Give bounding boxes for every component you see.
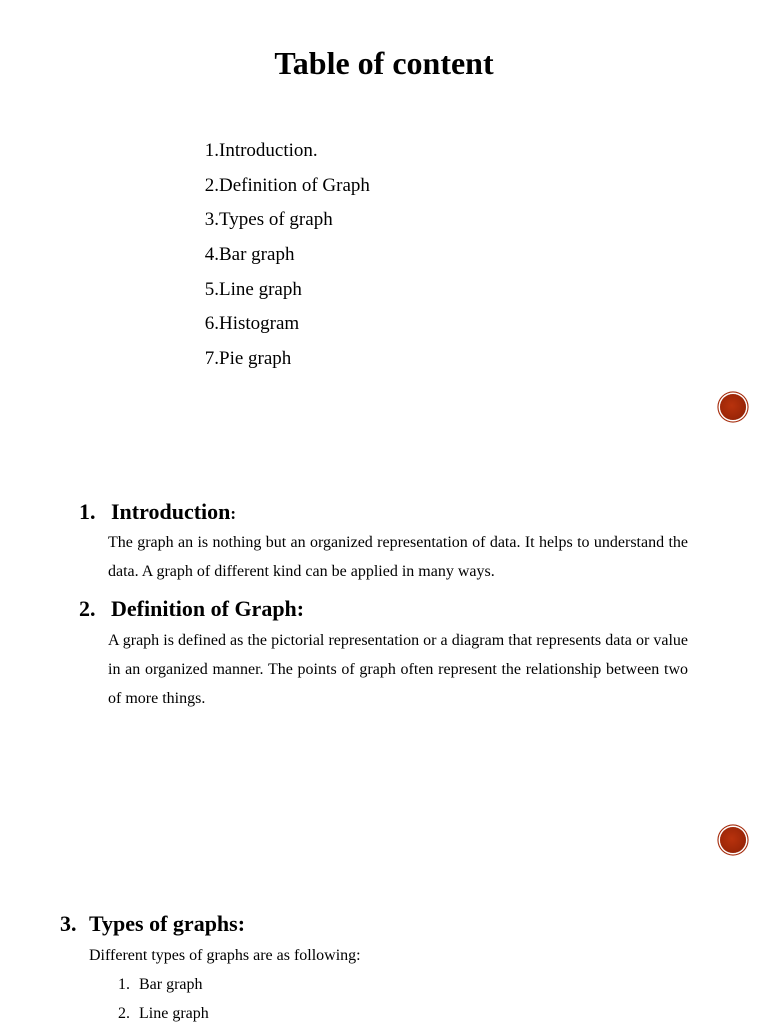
decorative-circle-icon bbox=[720, 827, 746, 853]
toc-item-label: Definition of Graph bbox=[219, 174, 370, 196]
list-item-number: 2. bbox=[118, 1005, 130, 1022]
definition-paragraph: A graph is defined as the pictorial representation or a diagram that represents data or value in an organized manner. The points of graph often represent the relationship between two of more things. bbox=[108, 632, 688, 707]
section-heading-types bbox=[60, 909, 245, 939]
toc-item bbox=[190, 238, 370, 273]
toc-item-number: 2. bbox=[204, 174, 219, 196]
list-item-number: 1. bbox=[118, 976, 130, 993]
types-list bbox=[118, 970, 209, 1028]
toc-item bbox=[190, 203, 370, 238]
toc-item bbox=[190, 342, 370, 377]
toc-item bbox=[190, 273, 370, 308]
section-number: 2. bbox=[79, 596, 96, 621]
list-item-label: Bar graph bbox=[139, 976, 203, 993]
section-title: Introduction bbox=[111, 499, 231, 524]
toc-item bbox=[190, 307, 370, 342]
toc-item-number: 3. bbox=[204, 209, 219, 231]
toc-item-label: Pie graph bbox=[219, 348, 292, 370]
toc-item bbox=[190, 134, 370, 169]
list-item bbox=[118, 970, 209, 999]
toc-item bbox=[190, 169, 370, 204]
toc-item-label: Line graph bbox=[219, 278, 302, 300]
section-heading-definition bbox=[79, 594, 304, 624]
section-number: 1. bbox=[79, 499, 96, 524]
toc-item-label: Types of graph bbox=[219, 209, 333, 231]
introduction-paragraph: The graph an is nothing but an organized representation of data. It helps to understand the data. A graph of different kind can be applied in many ways. bbox=[108, 534, 688, 580]
types-intro-text: Different types of graphs are as following: bbox=[89, 947, 361, 964]
toc-list bbox=[190, 134, 370, 377]
toc-title: Table of content bbox=[274, 45, 494, 81]
toc-item-number: 7. bbox=[204, 348, 219, 370]
section-title-colon: : bbox=[230, 504, 237, 523]
toc-item-number: 6. bbox=[204, 313, 219, 335]
list-item-label: Line graph bbox=[139, 1005, 209, 1022]
toc-item-label: Introduction. bbox=[219, 140, 318, 161]
section-heading-introduction bbox=[79, 497, 236, 529]
toc-item-number: 1. bbox=[204, 140, 219, 161]
toc-item-label: Bar graph bbox=[219, 244, 295, 266]
section-title: Definition of Graph: bbox=[111, 596, 305, 621]
toc-item-number: 4. bbox=[204, 244, 219, 266]
toc-item-number: 5. bbox=[204, 278, 219, 300]
section-number: 3. bbox=[60, 911, 77, 936]
toc-item-label: Histogram bbox=[219, 313, 300, 335]
section-title: Types of graphs: bbox=[89, 911, 246, 936]
decorative-circle-icon bbox=[720, 394, 746, 420]
